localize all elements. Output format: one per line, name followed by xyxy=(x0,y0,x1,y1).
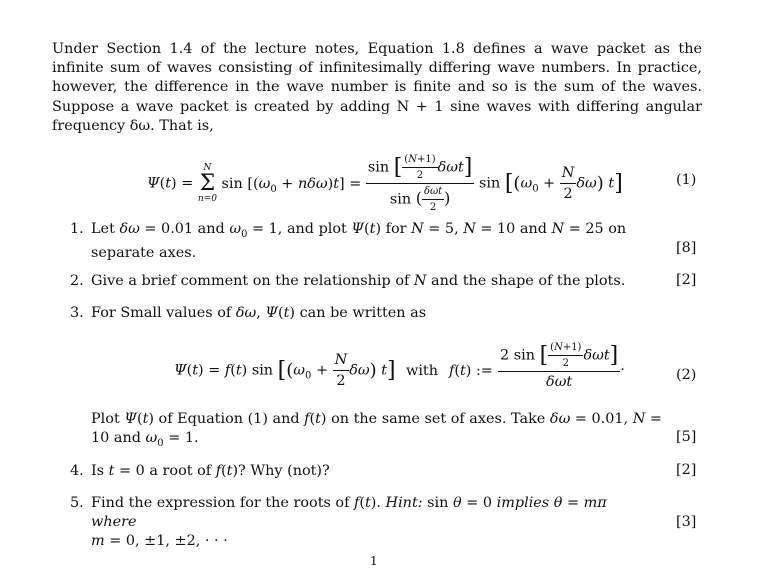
plot-marks: [5] xyxy=(676,429,697,445)
summation-symbol: N Σ n=0 xyxy=(197,162,217,204)
item-text: Give a brief comment on the relationship of N and the shape of the plots. xyxy=(91,273,626,289)
item-marks: [2] xyxy=(676,462,697,478)
equation-2-number: (2) xyxy=(676,367,697,383)
item-number: 4. xyxy=(70,463,84,479)
equation-2-with: with xyxy=(406,363,438,379)
equation-2-fdef: f(t) := xyxy=(449,363,493,379)
item-text: Find the expression for the roots of f(t). Hint: sin θ = 0 implies θ = mπ where m = 0, ±1, ±2, · · · xyxy=(91,495,607,550)
equation-1-body: Ψ(t) = N Σ n=0 $\sin [(\omega_0 + n\delta\omega)t]$ = sin [ $\frac{(N+1)}{2}$ δωt] sin ( $\frac{\text{δωt}}{2}$ ) $\sin [(\omega_0$ + $\frac{N}{2}$ δω) t] xyxy=(147,154,623,213)
item-marks: [3] xyxy=(676,514,697,530)
item-text: For Small values of δω, Ψ(t) can be written as xyxy=(91,305,427,321)
item-marks: [2] xyxy=(676,272,697,288)
equation-1-number: (1) xyxy=(676,172,697,188)
item-number: 2. xyxy=(70,273,84,289)
equation-1 xyxy=(0,148,765,213)
item-marks: [8] xyxy=(676,240,697,256)
intro-paragraph: Under Section 1.4 of the lecture notes, Equation 1.8 defines a wave packet as the infinite sum of waves consisting of infinitesimally differing wave numbers. In practice, however, the difference in the wave number is finite and so is the sum of the waves. Suppose a wave packet is created by adding N + 1 sine waves with differing angular frequency δω. That is, xyxy=(52,41,702,134)
item-number: 3. xyxy=(70,305,84,321)
item-text: Is t = 0 a root of f(t)? Why (not)? xyxy=(91,463,330,479)
equation-2 xyxy=(0,342,765,392)
page-number: 1 xyxy=(370,554,378,568)
item-number: 1. xyxy=(70,221,84,237)
equation-2-fraction: 2 sin [ $\frac{(N+1)}{2}$ δωt] δωt . xyxy=(500,342,625,390)
item-number: 5. xyxy=(70,495,84,511)
equation-2-body: Ψ(t) = f(t) $\sin [(\omega_0$ + $\frac{N}{2}$ δω) t] xyxy=(174,352,396,389)
equation-1-fraction: sin [ $\frac{(N+1)}{2}$ δωt] sin ( $\frac{\text{δωt}}{2}$ ) xyxy=(367,154,473,213)
item-text: Let δω = 0.01 and $\omega_0 = 1$, and plot Ψ(t) for N = 5, N = 10 and N = 25 on separate axes. xyxy=(91,221,627,262)
plot-instruction: Plot Ψ(t) of Equation (1) and f(t) on the same set of axes. Take δω = 0.01, N = 10 and $\omega_0 = 1$. xyxy=(91,411,662,450)
